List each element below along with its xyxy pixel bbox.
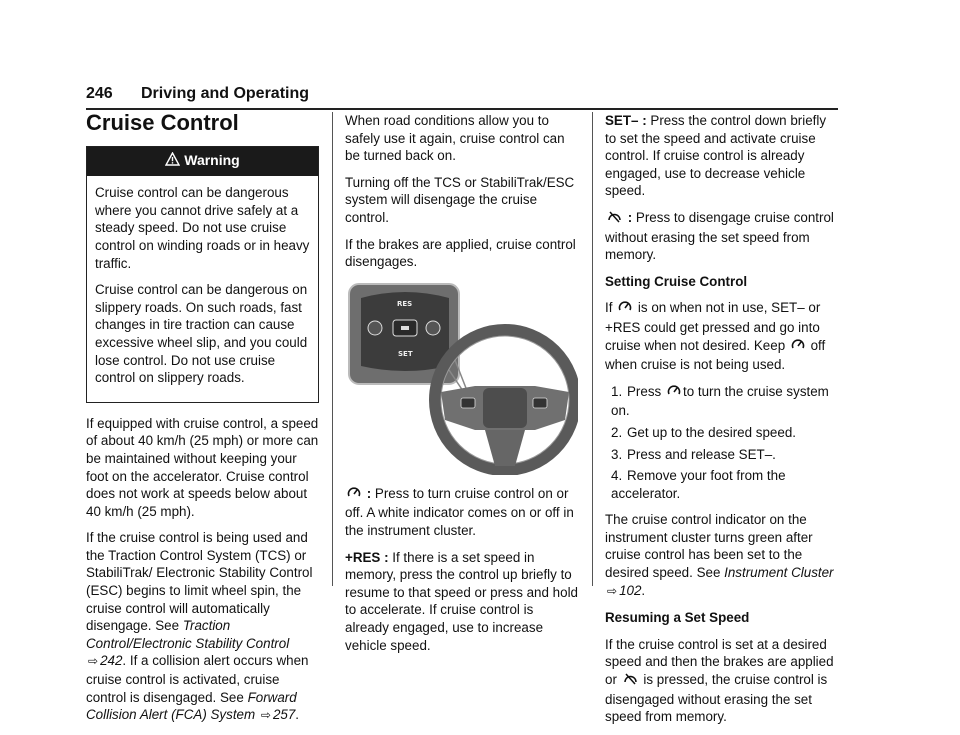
paragraph-text: If <box>605 300 613 316</box>
cruise-control-icon <box>618 300 632 319</box>
section-heading: Resuming a Set Speed <box>605 610 750 626</box>
reference-arrow-icon: ⇨ <box>607 583 618 598</box>
body-paragraph: If the brakes are applied, cruise control disengages. <box>345 236 576 270</box>
cruise-control-icon <box>791 338 805 357</box>
paragraph-text: off when cruise is not being used. <box>605 337 826 373</box>
step-text: Remove your foot from the accelerator. <box>611 468 786 501</box>
list-item <box>605 467 838 502</box>
paragraph-text: is on when not in use, SET– or +RES could get pressed and go into cruise when not desired. Keep <box>605 300 821 353</box>
paragraph-text: If the cruise control is set at a desired speed and then the brakes are applied or <box>605 636 834 688</box>
section-heading: Setting Cruise Control <box>605 273 748 289</box>
control-description: Press to disengage cruise control without erasing the set speed from memory. <box>605 209 834 263</box>
steering-wheel-figure <box>345 280 578 475</box>
page-header <box>86 82 838 110</box>
res-label: +RES : <box>345 549 393 565</box>
step-number: 3. <box>611 446 623 462</box>
cross-reference-link[interactable]: Traction Control/Electronic Stability Control <box>86 618 290 651</box>
column-1 <box>86 112 319 734</box>
step-number: 4. <box>611 468 623 484</box>
cross-reference-link[interactable]: Forward Collision Alert (FCA) System <box>86 689 297 723</box>
column-divider <box>332 112 333 586</box>
control-separator: : <box>363 485 375 501</box>
reference-arrow-icon: ⇨ <box>88 654 99 669</box>
warning-paragraph: Cruise control can be dangerous where you cannot drive safely at a steady speed. Do not use cruise control on winding roads or in heavy traffic. <box>95 185 310 271</box>
reference-page[interactable]: 257 <box>272 707 296 723</box>
reference-page[interactable]: 242 <box>100 653 123 669</box>
control-description: Press to turn cruise control on or off. A white indicator comes on or off in the instrument cluster. <box>345 485 574 538</box>
step-number: 2. <box>611 424 623 440</box>
set-label: SET– : <box>605 113 651 128</box>
paragraph-text: If the cruise control is being used and the Traction Control System (TCS) or StabiliTrak/ Electronic Stability Control (ESC) begins to limit wheel spin, the cruise control will automatically disengage. See <box>86 530 313 634</box>
control-description: If there is a set speed in memory, press the control up briefly to resume to that speed or press and hold to accelerate. If cruise control is already engaged, use to increase vehicle speed. <box>345 549 578 653</box>
reference-page[interactable]: 102 <box>619 582 642 598</box>
body-paragraph <box>605 112 838 200</box>
cruise-control-icon <box>667 384 681 403</box>
step-text: Get up to the desired speed. <box>627 424 796 440</box>
list-item <box>605 446 838 464</box>
steps-list <box>605 383 838 503</box>
control-description: Press the control down briefly to set the speed and activate cruise control. If cruise control is already engaged, use to decrease vehicle speed. <box>605 113 827 199</box>
step-text: Press and release SET–. <box>627 446 776 462</box>
page-number: 246 <box>86 85 113 102</box>
res-figure-label: RES <box>397 299 413 308</box>
page-title: Cruise Control <box>86 110 239 135</box>
body-paragraph <box>605 209 838 264</box>
cruise-cancel-icon <box>623 672 638 691</box>
body-paragraph <box>605 636 838 726</box>
list-item <box>605 383 838 420</box>
body-paragraph <box>605 299 838 373</box>
paragraph-text: is pressed, the cruise control is disengaged without erasing the set speed from memory. <box>605 672 828 725</box>
control-separator: : <box>624 209 636 225</box>
warning-box <box>86 146 319 403</box>
body-paragraph: The cruise control indicator on the instrument cluster turns green after cruise control has been set to the desired speed. See Instrument Cluster ⇨ 102. <box>605 512 834 598</box>
body-paragraph <box>345 485 578 540</box>
set-figure-label: SET <box>398 349 413 358</box>
step-text: Press <box>627 383 662 399</box>
column-divider <box>592 112 593 586</box>
reference-arrow-icon: ⇨ <box>260 708 271 723</box>
column-3 <box>605 112 838 735</box>
warning-header <box>87 147 318 177</box>
cruise-cancel-icon <box>607 210 622 229</box>
paragraph-text: If a collision alert occurs when cruise control is activated, cruise control is disengaged. See <box>86 653 309 705</box>
warning-label: Warning <box>184 151 240 168</box>
warning-triangle-icon <box>165 152 180 171</box>
column-2 <box>345 112 578 663</box>
list-item <box>605 424 838 442</box>
body-paragraph: If the cruise control is being used and the Traction Control System (TCS) or StabiliTrak/ Electronic Stability Control (ESC) begins to limit wheel spin, the cruise control will automatically disengage. See Traction Control/Electronic Stability Control ⇨ 242. If a collision alert occurs when cruise control is activated, cruise control is disengaged. See Forward Collision Alert (FCA) System ⇨ 257. <box>86 530 313 723</box>
body-paragraph: If equipped with cruise control, a speed of about 40 km/h (25 mph) or more can be maintained without keeping your foot on the accelerator. Cruise control does not work at speeds below about 40 km/h (25 mph). <box>86 415 319 519</box>
step-number: 1. <box>611 383 623 399</box>
body-paragraph <box>345 549 578 655</box>
warning-paragraph: Cruise control can be dangerous on slippery roads. On such roads, fast changes in tire traction can cause excessive wheel slip, and you could lose control. Do not use cruise control on slippery roads. <box>95 282 308 386</box>
body-paragraph: When road conditions allow you to safely use it again, cruise control can be turned back on. <box>345 113 565 164</box>
paragraph-text: The cruise control indicator on the instrument cluster turns green after cruise control has been set to the desired speed. See <box>605 512 813 581</box>
body-paragraph: Turning off the TCS or StabiliTrak/ESC system will disengage the cruise control. <box>345 174 575 225</box>
warning-body <box>87 176 318 402</box>
step-text: to turn the cruise system on. <box>611 383 829 419</box>
cross-reference-link[interactable]: Instrument Cluster <box>724 565 834 581</box>
cruise-control-icon <box>347 486 361 505</box>
section-name: Driving and Operating <box>141 85 310 102</box>
